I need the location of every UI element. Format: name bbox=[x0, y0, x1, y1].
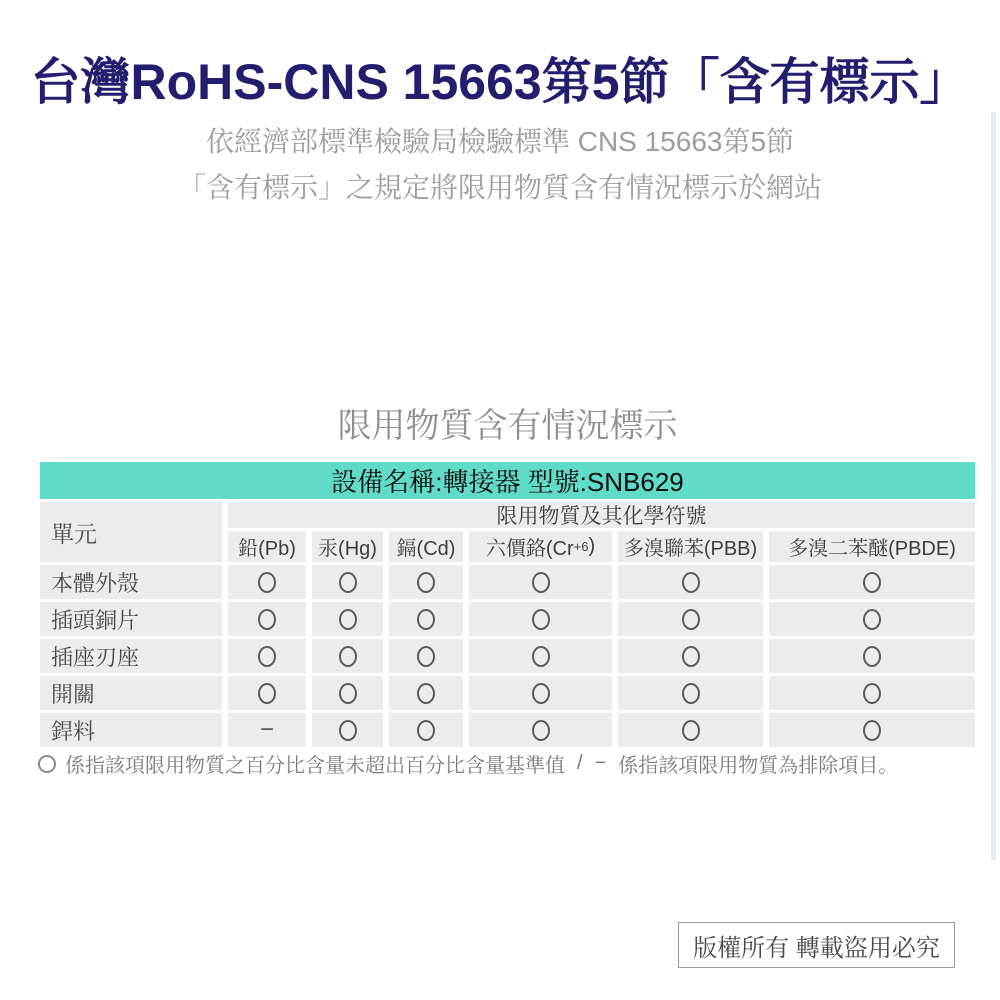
circle-mark-icon bbox=[417, 720, 435, 741]
substances-header-cell: 限用物質及其化學符號 bbox=[228, 502, 975, 528]
circle-mark-icon bbox=[339, 609, 357, 630]
row-label-plug-copper: 插頭銅片 bbox=[40, 602, 222, 636]
mark-cell bbox=[618, 602, 763, 636]
circle-mark-icon bbox=[417, 572, 435, 593]
row-label-solder: 銲料 bbox=[40, 713, 222, 747]
circle-mark-icon bbox=[258, 683, 276, 704]
mark-cell bbox=[469, 565, 612, 599]
circle-mark-icon bbox=[258, 646, 276, 667]
circle-mark-icon bbox=[863, 572, 881, 593]
circle-mark-icon bbox=[339, 683, 357, 704]
circle-mark-icon bbox=[258, 572, 276, 593]
circle-mark-icon bbox=[532, 646, 550, 667]
mark-cell bbox=[469, 602, 612, 636]
mark-cell bbox=[389, 602, 463, 636]
column-header-lead: 鉛(Pb) bbox=[228, 531, 306, 562]
mark-cell bbox=[618, 713, 763, 747]
mark-cell bbox=[312, 602, 383, 636]
circle-mark-icon bbox=[863, 646, 881, 667]
column-header-mercury: 汞(Hg) bbox=[312, 531, 383, 562]
copyright-text: 版權所有 轉載盜用必究 bbox=[693, 934, 940, 962]
circle-mark-icon bbox=[682, 683, 700, 704]
column-header-cadmium: 鎘(Cd) bbox=[389, 531, 463, 562]
circle-mark-icon bbox=[417, 609, 435, 630]
circle-mark-icon bbox=[339, 720, 357, 741]
mark-cell bbox=[618, 565, 763, 599]
mark-cell bbox=[228, 676, 306, 710]
circle-mark-icon bbox=[682, 609, 700, 630]
mark-cell bbox=[769, 713, 975, 747]
circle-mark-icon bbox=[532, 572, 550, 593]
mark-cell: − bbox=[228, 713, 306, 747]
legend-dash-text: 係指該項限用物質為排除項目。 bbox=[618, 755, 899, 777]
mark-cell bbox=[312, 639, 383, 673]
circle-mark-icon bbox=[532, 683, 550, 704]
mark-cell bbox=[769, 602, 975, 636]
circle-mark-icon bbox=[258, 609, 276, 630]
mark-cell bbox=[228, 602, 306, 636]
mark-cell bbox=[389, 565, 463, 599]
page-subtitle bbox=[0, 119, 1000, 211]
mark-cell bbox=[618, 676, 763, 710]
legend-separator: / bbox=[577, 752, 583, 774]
mark-cell bbox=[769, 676, 975, 710]
copyright-box bbox=[678, 922, 955, 968]
mark-cell bbox=[312, 565, 383, 599]
mark-cell bbox=[228, 565, 306, 599]
mark-cell bbox=[769, 639, 975, 673]
circle-mark-icon bbox=[417, 683, 435, 704]
circle-mark-icon bbox=[863, 683, 881, 704]
row-label-switch: 開關 bbox=[40, 676, 222, 710]
circle-mark-icon bbox=[417, 646, 435, 667]
unit-header-cell: 單元 bbox=[40, 502, 222, 562]
circle-mark-icon bbox=[682, 646, 700, 667]
column-header-pbb: 多溴聯苯(PBB) bbox=[618, 531, 763, 562]
page-title: 台灣RoHS-CNS 15663第5節「含有標示」 bbox=[30, 54, 970, 110]
mark-cell bbox=[469, 639, 612, 673]
circle-mark-icon bbox=[339, 572, 357, 593]
mark-cell bbox=[389, 639, 463, 673]
circle-mark-icon bbox=[532, 609, 550, 630]
subtitle-line-2: 「含有標示」之規定將限用物質含有情況標示於網站 bbox=[177, 172, 822, 203]
mark-cell bbox=[769, 565, 975, 599]
mark-cell bbox=[389, 713, 463, 747]
legend-circle-text: 係指該項限用物質之百分比含量未超出百分比含量基準值 bbox=[65, 755, 565, 777]
circle-mark-icon bbox=[38, 755, 56, 773]
device-banner: 設備名稱:轉接器 型號:SNB629 bbox=[40, 462, 975, 499]
circle-mark-icon bbox=[532, 720, 550, 741]
mark-cell bbox=[469, 713, 612, 747]
mark-cell bbox=[389, 676, 463, 710]
row-label-socket-blade: 插座刃座 bbox=[40, 639, 222, 673]
circle-mark-icon bbox=[682, 720, 700, 741]
substance-grid bbox=[40, 502, 975, 747]
circle-mark-icon bbox=[339, 646, 357, 667]
column-header-hexavalent-chromium: 六價鉻(Cr +6 ) bbox=[469, 531, 612, 562]
mark-cell bbox=[312, 713, 383, 747]
legend-note bbox=[38, 749, 998, 778]
column-header-pbde: 多溴二苯醚(PBDE) bbox=[769, 531, 975, 562]
circle-mark-icon bbox=[863, 720, 881, 741]
circle-mark-icon bbox=[863, 609, 881, 630]
mark-cell bbox=[312, 676, 383, 710]
subtitle-line-1: 依經濟部標準檢驗局檢驗標準 CNS 15663第5節 bbox=[205, 126, 795, 157]
dash-mark-icon: − bbox=[594, 752, 607, 774]
circle-mark-icon bbox=[682, 572, 700, 593]
mark-cell bbox=[228, 639, 306, 673]
substance-table bbox=[40, 462, 975, 747]
mark-cell bbox=[618, 639, 763, 673]
row-label-body-shell: 本體外殼 bbox=[40, 565, 222, 599]
edge-artifact bbox=[991, 112, 996, 860]
section-title: 限用物質含有情況標示 bbox=[337, 407, 678, 445]
mark-cell bbox=[469, 676, 612, 710]
